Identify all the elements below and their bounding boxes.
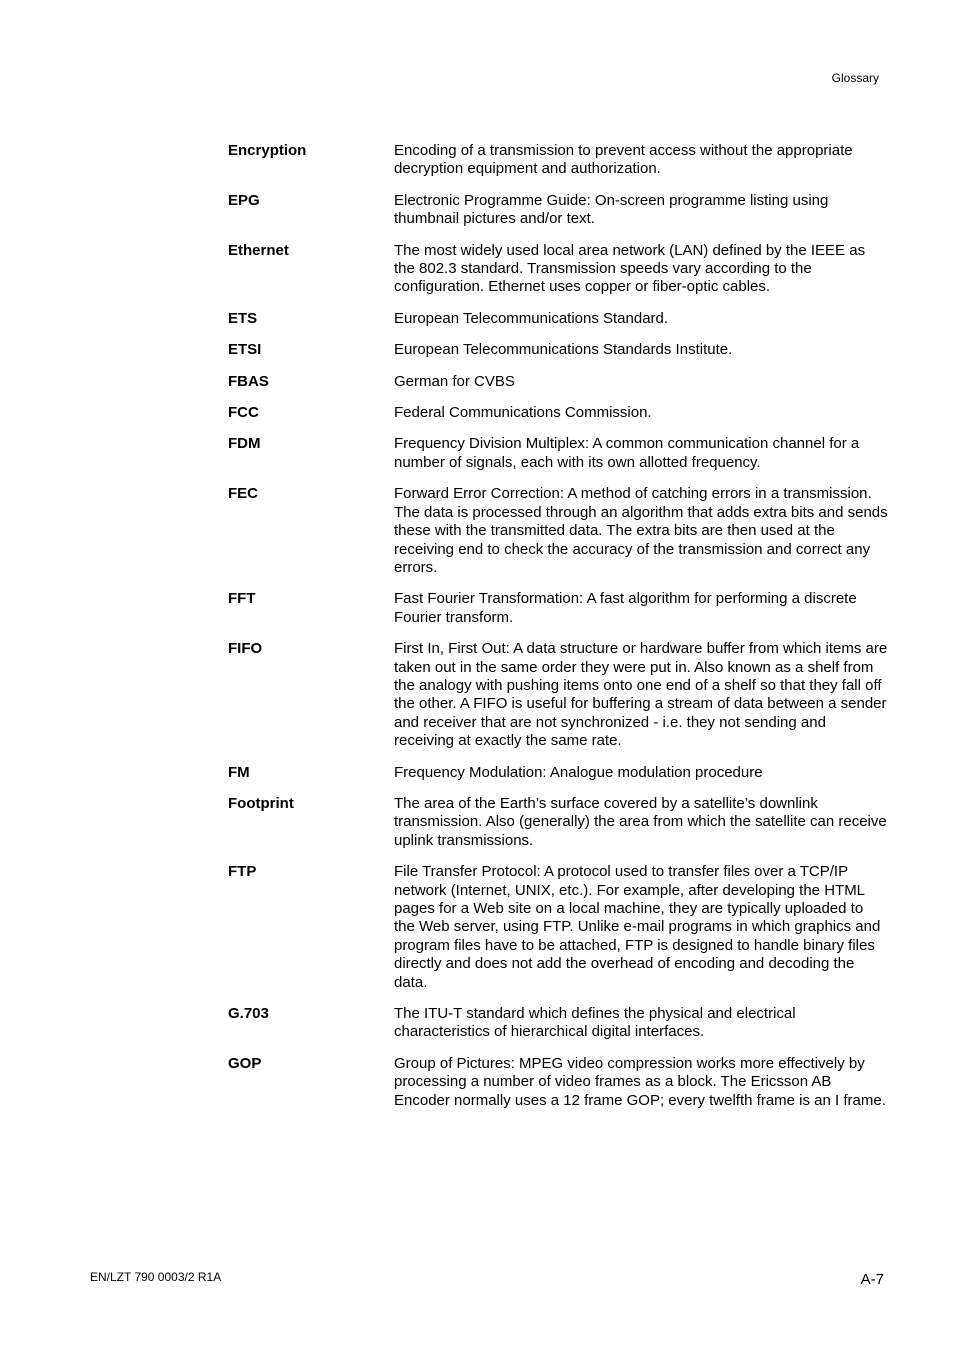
glossary-definition: Federal Communications Commission.: [394, 404, 652, 422]
glossary-definition: Group of Pictures: MPEG video compression works more effectively by processing a number of video frames as a block. The Ericsson AB Encoder normally uses a 12 frame GOP; every twelfth frame is an I frame.: [394, 1054, 886, 1109]
glossary-term: ETSI: [228, 341, 262, 359]
glossary-definition: The ITU-T standard which defines the physical and electrical characteristics of hierarchical digital interfaces.: [394, 1005, 796, 1041]
glossary-entry: [228, 863, 888, 992]
glossary-entry: [228, 373, 888, 391]
glossary-definition: Frequency Modulation: Analogue modulation procedure: [394, 763, 763, 781]
glossary-term: FTP: [228, 863, 257, 881]
page-number: A-7: [860, 1271, 884, 1288]
glossary-definition: The most widely used local area network (LAN) defined by the IEEE as the 802.3 standard. Transmission speeds vary according to the configuration. Ethernet uses copper or fiber-optic cables.: [394, 241, 866, 296]
glossary-definition: Fast Fourier Transformation: A fast algorithm for performing a discrete Fourier transform.: [394, 590, 857, 626]
glossary-definition: File Transfer Protocol: A protocol used to transfer files over a TCP/IP network (Internet, UNIX, etc.). For example, after developing the HTML pages for a Web site on a local machine, they are typically uploaded to the Web server, using FTP. Unlike e-mail programs in which graphics and program files have to be attached, FTP is designed to handle binary files directly and does not add the overhead of encoding and decoding the data.: [394, 863, 881, 991]
glossary-entry: [228, 242, 888, 297]
glossary-entry: [228, 192, 888, 229]
glossary-list: [228, 142, 888, 1123]
running-header: Glossary: [831, 71, 879, 85]
glossary-term: FEC: [228, 485, 258, 503]
glossary-term: Encryption: [228, 142, 307, 159]
glossary-definition: Electronic Programme Guide: On-screen programme listing using thumbnail pictures and/or text.: [394, 191, 829, 228]
glossary-term: FM: [228, 763, 250, 781]
glossary-term: ETS: [228, 309, 258, 327]
glossary-term: FFT: [228, 590, 256, 608]
glossary-term: Footprint: [228, 794, 294, 812]
glossary-definition: German for CVBS: [394, 372, 515, 390]
glossary-definition: European Telecommunications Standard.: [394, 309, 669, 327]
glossary-term: EPG: [228, 191, 260, 209]
glossary-term: G.703: [228, 1005, 269, 1023]
glossary-definition: Forward Error Correction: A method of catching errors in a transmission. The data is processed through an algorithm that adds extra bits and sends these with the transmitted data. The extra bits are then used at the receiving end to check the accuracy of the transmission and correct any errors.: [394, 485, 888, 576]
glossary-entry: [228, 795, 888, 850]
glossary-entry: [228, 640, 888, 750]
glossary-entry: [228, 142, 888, 179]
glossary-entry: [228, 1005, 888, 1042]
glossary-term: FBAS: [228, 372, 269, 390]
glossary-entry: [228, 1055, 888, 1110]
glossary-definition: Encoding of a transmission to prevent access without the appropriate decryption equipment and authorization.: [394, 142, 853, 178]
glossary-entry: [228, 485, 888, 577]
glossary-entry: [228, 310, 888, 328]
glossary-term: Ethernet: [228, 241, 289, 259]
glossary-definition: European Telecommunications Standards Institute.: [394, 341, 733, 359]
glossary-term: FCC: [228, 404, 259, 422]
glossary-entry: [228, 764, 888, 782]
glossary-entry: [228, 404, 888, 422]
glossary-definition: Frequency Division Multiplex: A common communication channel for a number of signals, each with its own allotted frequency.: [394, 435, 860, 471]
document-id: EN/LZT 790 0003/2 R1A: [90, 1270, 222, 1284]
glossary-entry: [228, 341, 888, 359]
glossary-definition: First In, First Out: A data structure or hardware buffer from which items are taken out in the same order they were put in. Also known as a shelf from the analogy with pushing items onto one end of a shelf so that they fall off the other. A FIFO is useful for buffering a stream of data between a sender and receiver that are not synchronized - i.e. they not sending and receiving at exactly the same rate.: [394, 640, 888, 750]
glossary-definition: The area of the Earth’s surface covered by a satellite’s downlink transmission. Also (generally) the area from which the satellite can receive uplink transmissions.: [394, 794, 887, 849]
glossary-entry: [228, 435, 888, 472]
glossary-term: FDM: [228, 435, 261, 453]
glossary-term: GOP: [228, 1054, 262, 1072]
glossary-entry: [228, 590, 888, 627]
glossary-term: FIFO: [228, 640, 263, 658]
